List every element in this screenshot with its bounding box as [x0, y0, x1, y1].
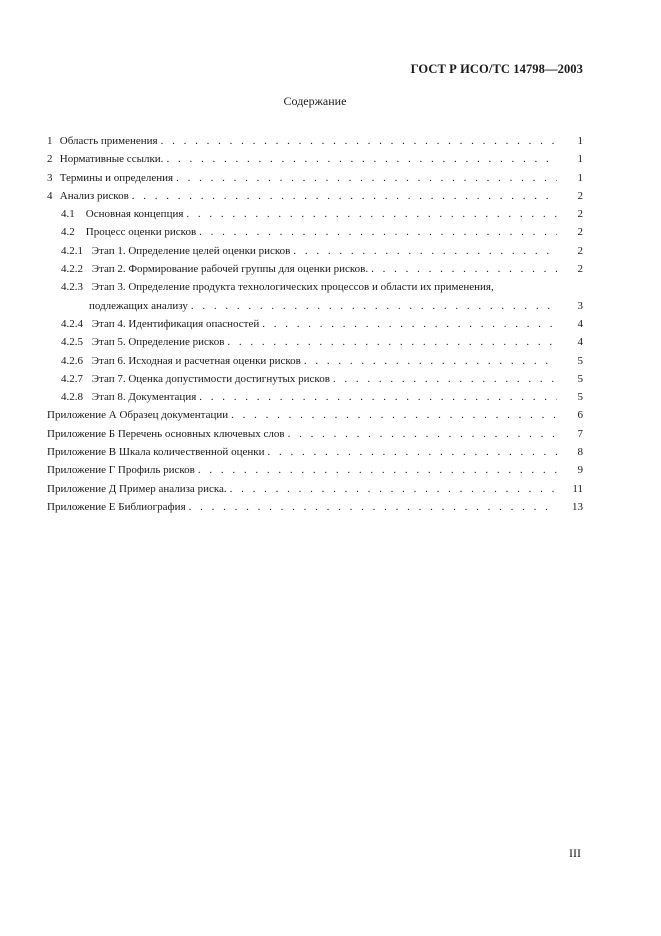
toc-entry-number: 1: [47, 135, 53, 147]
toc-entry-page: 2: [577, 208, 583, 221]
toc-entry-text: Приложение В Шкала количественной оценки: [47, 446, 265, 459]
toc-entry-1[interactable]: [47, 132, 583, 150]
toc-entry-text: Этап 6. Исходная и расчетная оценки рисков: [91, 354, 301, 367]
toc-entry-4-2-2[interactable]: [47, 260, 583, 278]
toc-entry-number: 4.2.4: [61, 317, 83, 330]
leader-dots: [166, 150, 557, 168]
toc-entry-2[interactable]: [47, 150, 583, 168]
toc-entry-page: 2: [577, 244, 583, 257]
toc-entry-text: Основная концепция: [85, 208, 184, 221]
toc-entry-text: Этап 1. Определение целей оценки рисков: [91, 244, 291, 257]
toc-entry-appendix-d[interactable]: [47, 480, 583, 498]
leader-dots: [293, 242, 557, 260]
toc-entry-3[interactable]: [47, 169, 583, 187]
leader-dots: [199, 388, 557, 406]
toc-entry-4-2-7[interactable]: [47, 370, 583, 388]
leader-dots: [189, 498, 557, 516]
toc-entry-text: Этап 2. Формирование рабочей группы для оценки рисков.: [91, 263, 369, 276]
toc-title: Содержание: [283, 94, 347, 108]
toc-entry-text-continued: подлежащих анализу: [89, 299, 188, 312]
toc-entry-page: 7: [577, 427, 583, 440]
toc-entry-text: Термины и определения: [59, 171, 174, 184]
page-number: III: [569, 846, 581, 860]
toc-entry-text: Этап 8. Документация: [91, 391, 197, 404]
toc-entry-number: 2: [47, 153, 53, 166]
toc-entry-page: 3: [577, 299, 583, 312]
toc-entry-page: 1: [577, 153, 583, 166]
toc-entry-page: 11: [572, 482, 583, 495]
toc-entry-number: 4.2.3: [61, 281, 83, 294]
toc-entry-appendix-g[interactable]: [47, 461, 583, 479]
toc-entry-number: 4: [47, 189, 53, 202]
toc-entry-page: 5: [577, 372, 583, 385]
leader-dots: [262, 315, 557, 333]
leader-dots: [227, 333, 557, 351]
toc-entry-text: Этап 7. Оценка допустимости достигнутых рисков: [91, 372, 330, 385]
toc-entry-text: Приложение Д Пример анализа риска.: [47, 482, 227, 495]
toc-entry-page: 1: [577, 171, 583, 184]
leader-dots: [198, 461, 557, 479]
toc-entry-text: Процесс оценки рисков: [85, 226, 197, 239]
toc-entry-number: 4.2.7: [61, 372, 83, 385]
toc-entry-number: 4.2.6: [61, 354, 83, 367]
toc-entry-page: 2: [577, 263, 583, 276]
toc-entry-number: 4.2: [61, 226, 75, 239]
toc-entry-text: Нормативные ссылки.: [59, 153, 164, 166]
toc-entry-number: 4.2.8: [61, 391, 83, 404]
toc-entry-appendix-b[interactable]: [47, 425, 583, 443]
toc-entry-page: 8: [577, 446, 583, 459]
toc-entry-text: Анализ рисков: [59, 189, 129, 202]
toc-entry-text: Приложение Б Перечень основных ключевых слов: [47, 427, 285, 440]
table-of-contents: [47, 132, 583, 516]
toc-entry-4-1[interactable]: [47, 205, 583, 223]
toc-entry-4-2-4[interactable]: [47, 315, 583, 333]
toc-entry-page: 4: [577, 317, 583, 330]
toc-entry-text: Приложение Е Библиография: [47, 500, 186, 513]
toc-entry-page: 1: [577, 135, 583, 147]
toc-entry-4-2-6[interactable]: [47, 352, 583, 370]
toc-entry-4-2-8[interactable]: [47, 388, 583, 406]
toc-entry-appendix-a[interactable]: [47, 406, 583, 424]
leader-dots: [186, 205, 557, 223]
toc-entry-page: 13: [572, 500, 583, 513]
leader-dots: [176, 169, 557, 187]
toc-entry-number: 4.2.5: [61, 336, 83, 349]
toc-entry-page: 5: [577, 391, 583, 404]
toc-entry-text: Этап 4. Идентификация опасностей: [91, 317, 260, 330]
leader-dots: [199, 223, 557, 241]
toc-entry-page: 2: [577, 189, 583, 202]
toc-entry-number: 4.2.2: [61, 263, 83, 276]
toc-entry-text: Приложение Г Профиль рисков: [47, 464, 195, 477]
leader-dots: [304, 352, 557, 370]
toc-entry-text: Приложение А Образец документации: [47, 409, 229, 422]
toc-entry-page: 5: [577, 354, 583, 367]
toc-entry-text: Область применения: [59, 135, 158, 147]
toc-entry-4-2-3[interactable]: [47, 278, 583, 315]
leader-dots: [231, 406, 557, 424]
toc-entry-number: 4.1: [61, 208, 75, 221]
leader-dots: [267, 443, 557, 461]
toc-entry-number: 3: [47, 171, 53, 184]
leader-dots: [230, 480, 557, 498]
toc-entry-page: 6: [577, 409, 583, 422]
leader-dots: [333, 370, 557, 388]
toc-entry-appendix-e[interactable]: [47, 498, 583, 516]
leader-dots: [288, 425, 557, 443]
toc-entry-4-2-5[interactable]: [47, 333, 583, 351]
toc-entry-appendix-v[interactable]: [47, 443, 583, 461]
leader-dots: [371, 260, 557, 278]
standard-code: ГОСТ Р ИСО/ТС 14798—2003: [410, 62, 583, 76]
toc-entry-number: 4.2.1: [61, 244, 83, 257]
toc-entry-4[interactable]: [47, 187, 583, 205]
toc-entry-page: 2: [577, 226, 583, 239]
toc-entry-page: 9: [577, 464, 583, 477]
toc-entry-text: Этап 5. Определение рисков: [91, 336, 225, 349]
leader-dots: [132, 187, 557, 205]
toc-entry-4-2[interactable]: [47, 223, 583, 241]
leader-dots: [161, 132, 557, 150]
toc-entry-text: Этап 3. Определение продукта технологических процессов и области их применения,: [91, 281, 494, 294]
toc-entry-4-2-1[interactable]: [47, 242, 583, 260]
toc-entry-page: 4: [577, 336, 583, 349]
leader-dots: [191, 297, 557, 315]
